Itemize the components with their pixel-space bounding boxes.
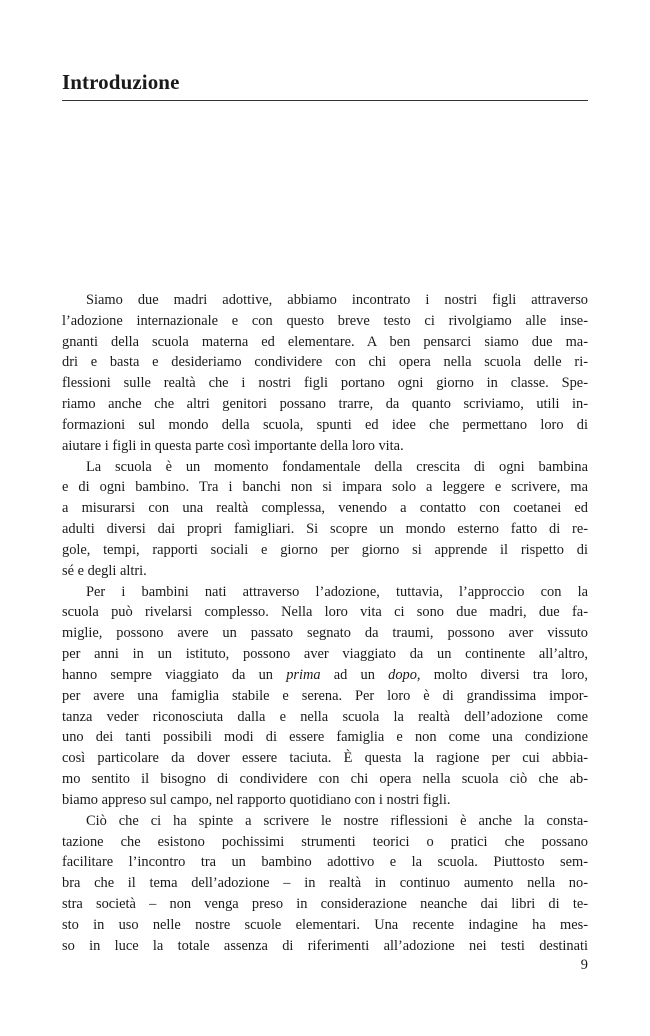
text-line: a misurarsi con una realtà complessa, venendo a contatto con coetanei ed (62, 500, 588, 517)
text-line: biamo appreso sul campo, nel rapporto quotidiano con i nostri figli. (62, 791, 451, 808)
paragraph (62, 811, 588, 957)
emphasis-prima: prima (286, 666, 321, 683)
text-line: l’adozione internazionale e con questo breve testo ci rivolgiamo alle inse- (62, 312, 588, 329)
text-line: flessioni sulle realtà che i nostri figli portano ogni giorno in classe. Spe- (62, 375, 588, 392)
text-line: formazioni sul mondo della scuola, spunti ed idee che permettano loro di (62, 416, 588, 433)
text-line: tanza veder riconosciuta dalla e nella scuola la realtà dell’adozione come (62, 708, 588, 725)
text-run: hanno sempre viaggiato da un (62, 666, 273, 683)
text-line: adulti diversi dai propri famigliari. Si scopre un mondo esterno fatto di re- (62, 521, 588, 538)
paragraph (62, 290, 588, 457)
paragraph (62, 457, 588, 582)
text-line: così particolare da dover essere taciuta. È questa la ragione per cui abbia- (62, 750, 588, 767)
text-line: gole, tempi, rapporti sociali e giorno per giorno si apprende il rispetto di (62, 541, 588, 558)
page-number: 9 (580, 957, 588, 973)
text-run: molto diversi tra loro, (433, 666, 588, 683)
text-run: ad un (333, 666, 375, 683)
chapter-title: Introduzione (62, 70, 180, 94)
text-line: scuola può rivelarsi complesso. Nella loro vita ci sono due madri, due fa- (62, 604, 588, 621)
text-line: miglie, possono avere un passato segnato da traumi, possono aver vissuto (62, 625, 588, 642)
text-line: sé e degli altri. (62, 562, 147, 579)
text-line: tazione che esistono pochissimi strumenti teorici o pratici che possano (62, 833, 588, 850)
text-line: bra che il tema dell’adozione – in realtà in continuo aumento nella no- (62, 875, 588, 892)
text-line: dri e basta e desideriamo condividere con chi opera nella scuola delle ri- (62, 354, 588, 371)
text-line: Siamo due madri adottive, abbiamo incontrato i nostri figli attraverso (86, 292, 588, 308)
text-line: gnanti della scuola materna ed elementare. A ben pensarci siamo due ma- (62, 333, 588, 350)
text-line: sto in uso nelle nostre scuole elementari. Una recente indagine ha mes- (62, 916, 588, 933)
body-text (62, 290, 588, 957)
text-line: La scuola è un momento fondamentale della crescita di ogni bambina (86, 458, 588, 475)
text-line: Per i bambini nati attraverso l’adozione, tuttavia, l’approccio con la (86, 583, 588, 600)
text-line: mo sentito il bisogno di condividere con chi opera nella scuola ciò che ab- (62, 771, 588, 788)
text-line: e di ogni bambino. Tra i banchi non si impara solo a leggere e scrivere, ma (62, 479, 588, 496)
text-line: stra società – non venga preso in considerazione neanche dai libri di te- (62, 896, 588, 913)
emphasis-dopo: dopo, (388, 666, 421, 683)
title-divider (62, 100, 588, 101)
text-line: per anni in un istituto, possono aver viaggiato da un continente all’altro, (62, 646, 588, 663)
text-line: per avere una famiglia stabile e serena. Per loro è di grandissima impor- (62, 687, 588, 704)
text-line: Ciò che ci ha spinte a scrivere le nostre riflessioni è anche la consta- (86, 812, 588, 829)
text-line (62, 665, 588, 686)
text-line: aiutare i figli in questa parte così importante della loro vita. (62, 437, 404, 454)
text-line: facilitare l’incontro tra un bambino adottivo e la scuola. Piuttosto sem- (62, 854, 588, 871)
text-line: uno dei tanti possibili modi di essere famiglia e non come una condizione (62, 729, 588, 746)
text-line: riamo anche che altri genitori possano trarre, da quanto scriviamo, utili in- (62, 396, 588, 413)
paragraph (62, 582, 588, 811)
text-line: so in luce la totale assenza di riferimenti all’adozione nei testi destinati (62, 937, 588, 954)
